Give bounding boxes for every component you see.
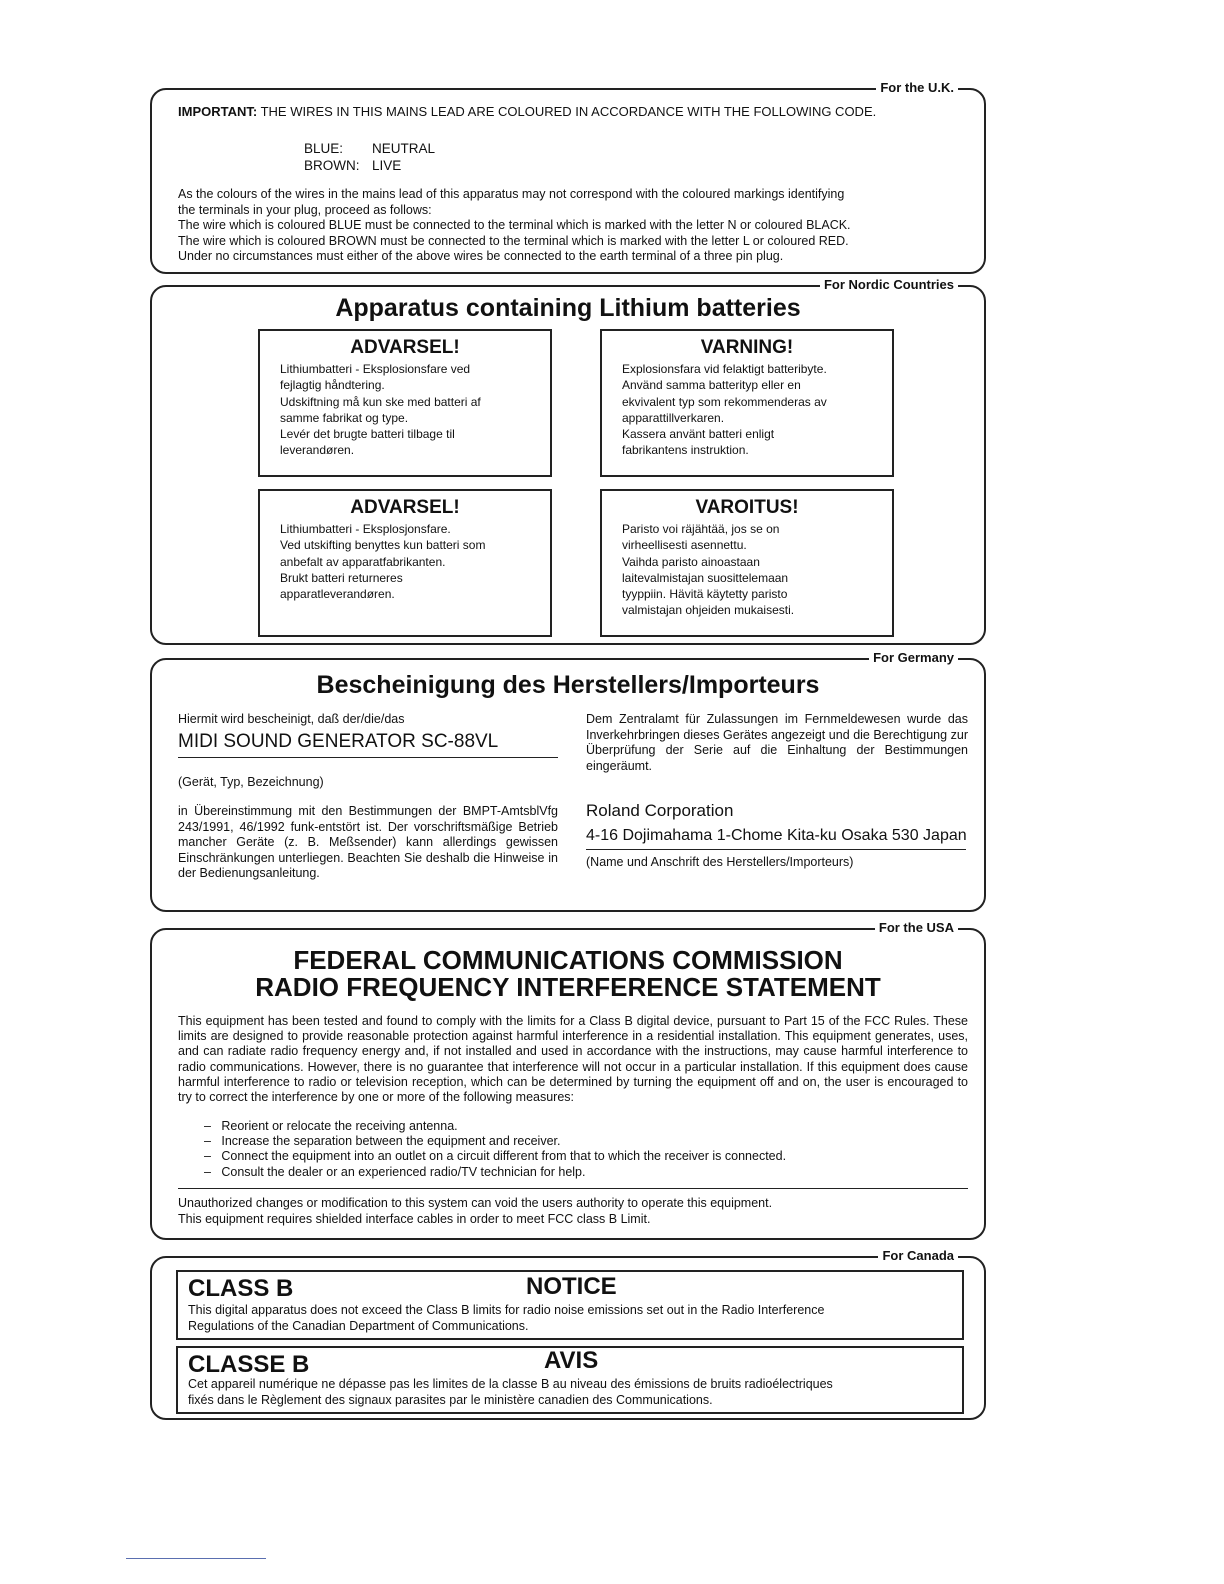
warning-line: virheellisesti asennettu. [622, 538, 747, 553]
warning-line: Lithiumbatteri - Eksplosjonsfare. [280, 522, 451, 536]
uk-instruction-line: Under no circumstances must either of the above wires be connected to the earth terminal of a three pin plug. [178, 249, 784, 263]
warning-box-danish [258, 329, 552, 477]
warning-line: Paristo voi räjähtää, jos se on [622, 522, 780, 536]
uk-instruction-line: The wire which is coloured BLUE must be connected to the terminal which is marked with the letter N or coloured BLACK. [178, 218, 851, 232]
canada-text-fr [188, 1376, 833, 1408]
fcc-measures-list [204, 1119, 786, 1180]
germany-address-rule [586, 849, 966, 850]
warning-box-norwegian [258, 489, 552, 637]
fcc-divider [178, 1188, 968, 1189]
canada-heading-fr: AVIS [544, 1347, 599, 1374]
uk-code-meaning: LIVE [372, 158, 402, 173]
warning-heading: ADVARSEL! [350, 337, 460, 358]
warning-line: Vaihda paristo ainoastaan [622, 554, 760, 569]
uk-code-row [304, 140, 435, 157]
warning-line: laitevalmistajan suosittelemaan [622, 570, 789, 585]
uk-region-label: For the U.K. [876, 79, 958, 97]
fcc-footer-line: Unauthorized changes or modification to this system can void the users authority to operate this equipment. [178, 1196, 773, 1210]
warning-line: Kassera använt batteri enligt [622, 427, 775, 442]
nordic-section [150, 277, 986, 645]
warning-line: Levér det brugte batteri tilbage til [280, 427, 455, 442]
uk-instruction-line: the terminals in your plug, proceed as follows: [178, 202, 432, 217]
germany-title: Bescheinigung des Herstellers/Importeurs [316, 671, 820, 699]
warning-line: apparatleverandøren. [280, 587, 395, 602]
canada-class-en: CLASS B [188, 1275, 294, 1302]
warning-line: Brukt batteri returneres [280, 570, 403, 585]
uk-instruction-line: The wire which is coloured BROWN must be connected to the terminal which is marked with the letter L or coloured RED. [178, 233, 849, 248]
canada-section [150, 1248, 986, 1420]
germany-region-label: For Germany [869, 649, 958, 667]
warning-line: samme fabrikat og type. [280, 410, 409, 425]
nordic-region-label: For Nordic Countries [820, 276, 958, 294]
germany-intro: Hiermit wird bescheinigt, daß der/die/das [178, 712, 405, 726]
uk-important-text: THE WIRES IN THIS MAINS LEAD ARE COLOURED IN ACCORDANCE WITH THE FOLLOWING CODE. [257, 104, 877, 119]
warning-box-swedish [600, 329, 894, 477]
warning-line: leverandøren. [280, 443, 355, 458]
warning-line: apparattillverkaren. [622, 410, 725, 425]
warning-line: ekvivalent typ som rekommenderas av [622, 394, 827, 409]
uk-instructions [178, 187, 851, 265]
canada-line-en: This digital apparatus does not exceed the Class B limits for radio noise emissions set out in the Radio Interference [188, 1303, 825, 1317]
germany-address-caption: (Name und Anschrift des Herstellers/Importeurs) [586, 855, 854, 869]
fcc-measure-text: Reorient or relocate the receiving antenna. [221, 1119, 458, 1133]
warning-line: fejlagtig håndtering. [280, 378, 385, 393]
fcc-measure-text: Consult the dealer or an experienced radio/TV technician for help. [221, 1164, 586, 1179]
fcc-title-line2: RADIO FREQUENCY INTERFERENCE STATEMENT [255, 972, 881, 1002]
uk-code-color: BROWN: [304, 158, 360, 173]
warning-line: anbefalt av apparatfabrikanten. [280, 554, 446, 569]
warning-box-finnish [600, 489, 894, 637]
canada-notice-english [176, 1270, 964, 1340]
fcc-paragraph: This equipment has been tested and found to comply with the limits for a Class B digital device, pursuant to Part 15 of the FCC Rules. These limits are designed to provide reasonable protection against harmful interference in a residential installation. This equipment generates, uses, and can radiate radio frequency energy and, if not installed and used in accordance with the instructions, may cause harmful interference to radio communications. However, there is no guarantee that interference will not occur in a particular installation. If this equipment does cause harmful interference to radio or television reception, which can be determined by turning the equipment off and on, the user is encouraged to try to correct the interference by one or more of the following measures: [178, 1014, 968, 1105]
germany-device-name: MIDI SOUND GENERATOR SC-88VL [178, 731, 499, 752]
canada-line-en: Regulations of the Canadian Department of Communications. [188, 1319, 529, 1333]
fcc-measure-item: – Connect the equipment into an outlet on a circuit different from that to which the receiver is connected. [204, 1149, 787, 1164]
warning-line: Ved utskifting benyttes kun batteri som [280, 538, 486, 553]
uk-section [150, 80, 986, 274]
germany-right-paragraph: Dem Zentralamt für Zulassungen im Fernmeldewesen wurde das Inverkehrbringen dieses Gerätes angezeigt und die Berechtigung zur Überprüfung der Serie auf die Einhaltung der Bestimmungen eingeräumt. [586, 712, 968, 773]
uk-important-label: IMPORTANT: [178, 104, 258, 119]
canada-class-fr: CLASSE B [188, 1351, 310, 1378]
usa-region-label: For the USA [875, 919, 958, 937]
warning-heading: VAROITUS! [695, 497, 799, 518]
germany-address: 4-16 Dojimahama 1-Chome Kita-ku Osaka 530 Japan [586, 827, 967, 844]
nordic-title: Apparatus containing Lithium batteries [335, 294, 801, 322]
warning-line: fabrikantens instruktion. [622, 443, 749, 458]
germany-company: Roland Corporation [586, 801, 734, 820]
uk-color-codes [304, 140, 435, 174]
germany-left-paragraph: in Übereinstimmung mit den Bestimmungen der BMPT-AmtsblVfg 243/1991, 46/1992 funk-entstört ist. Der vorschriftsmäßige Betrieb mancher Geräte (z. B. Meßsender) kann allerdings gewissen Einschränkungen unterliegen. Beachten Sie deshalb die Hinweise in der Bedienungsanleitung. [178, 804, 558, 880]
canada-line-fr: fixés dans le Règlement des signaux parasites par le ministère canadien des Communications. [188, 1393, 713, 1407]
canada-notice-french [176, 1346, 964, 1414]
fcc-measure-text: Increase the separation between the equipment and receiver. [221, 1134, 561, 1149]
fcc-measure-item: – Increase the separation between the equipment and receiver. [204, 1134, 561, 1149]
warning-line: Udskiftning må kun ske med batteri af [280, 394, 481, 409]
fcc-title-line1: FEDERAL COMMUNICATIONS COMMISSION [293, 945, 843, 975]
germany-device-caption: (Gerät, Typ, Bezeichnung) [178, 775, 324, 789]
warning-heading: VARNING! [700, 337, 794, 358]
uk-instruction-line: As the colours of the wires in the mains lead of this apparatus may not correspond with the coloured markings identifying [178, 187, 845, 201]
fcc-measure-item: – Reorient or relocate the receiving antenna. [204, 1119, 458, 1133]
usa-section [150, 920, 986, 1240]
page-footer-rule [126, 1558, 266, 1559]
canada-region-label: For Canada [878, 1247, 958, 1265]
warning-line: Lithiumbatteri - Eksplosionsfare ved [280, 362, 471, 376]
canada-line-fr: Cet appareil numérique ne dépasse pas les limites de la classe B au niveau des émissions de bruits radioélectriques [188, 1377, 833, 1391]
fcc-measure-text: Connect the equipment into an outlet on a circuit different from that to which the receiver is connected. [221, 1149, 787, 1164]
warning-line: tyyppiin. Hävitä käytetty paristo [622, 587, 788, 602]
canada-text-en [188, 1302, 824, 1334]
warning-heading: ADVARSEL! [350, 497, 460, 518]
germany-device-rule [178, 757, 558, 758]
uk-code-meaning: NEUTRAL [372, 141, 436, 156]
warning-line: Använd samma batterityp eller en [622, 378, 801, 393]
uk-code-row [304, 157, 435, 174]
warning-line: valmistajan ohjeiden mukaisesti. [622, 603, 795, 618]
uk-code-color: BLUE: [304, 141, 344, 156]
fcc-measure-item: – Consult the dealer or an experienced radio/TV technician for help. [204, 1164, 586, 1179]
germany-section [150, 650, 986, 912]
canada-heading-en: NOTICE [526, 1273, 617, 1300]
fcc-footer-line: This equipment requires shielded interface cables in order to meet FCC class B Limit. [178, 1211, 651, 1226]
fcc-footer [178, 1196, 772, 1227]
uk-important-statement [178, 104, 876, 120]
warning-line: Explosionsfara vid felaktigt batteribyte. [622, 362, 827, 376]
